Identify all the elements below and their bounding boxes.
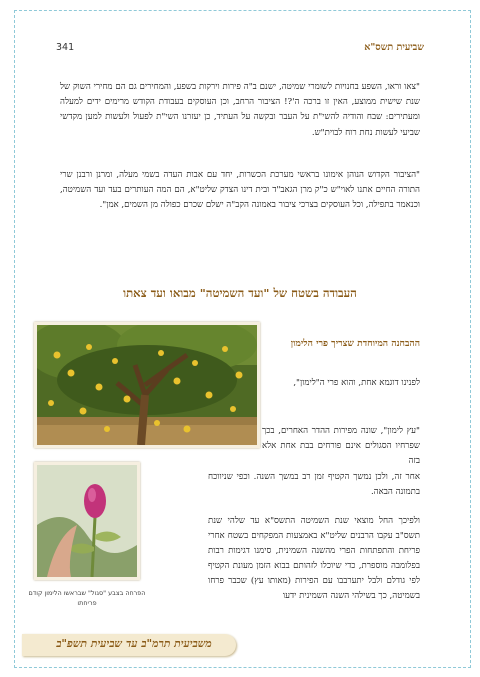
column-paragraph-4: ולפיכך החל מוצאי שנת השמיטה התשס"א עד שלהי שנת תשס"ב עקבו הרבנים שליט"א באמצעות המפקחים בשטח אחרי פריחת והתפתחות הפרי מהשנה השמינית, סימנו דגימות רבות בפלומבה מוספרת, כדי שיוכלו לזהותם בבוא הזמן מעונת הקטיף לפי גודלם ולבל יתערבבו עם הפירות (מאותו עץ) שכבר פרחו בשמיטה, כך בשילהי השנה השמינית ידעו	[208, 516, 420, 601]
paragraph-1: "צאו וראו, השפע בחנויות לשומרי שמיטה, ישנם ב"ה פירות וירקות בשפע, והמחירים גם הם מחירי השוק של שנת שישית ממוצע, האין זו ברכה ה'?! הציבור הרחב, וכן העוסקים בעבודת הקודש מרימים ידים למעלה ומעתירים: שבח והודיה להשי"ת על העבר ובקשה על העתיד, כן יעזרנו השי"ת לפעול ולעשות למען מקדשי שביעי לעשות נחת רוח לבוית"ש.	[60, 82, 420, 138]
column-paragraph-1: לפנינו דוגמא אחת, והוא פרי ה"לימון",	[293, 378, 420, 388]
paragraph-2: "הציבור הקדוש הנוהן אימונו בראשי מערכת הכשרות, יחד עם אבות העדה בשמי מעלה, ומרנן ורבנן שרי התורה החיים אתנו לאוי"ש כ"ק מרן הגאב"ד ובית דינו הצדק שליט"א, הם המה העותרים בעד ועד השמיטה, וכנאמר בתפילה, וכל העוסקים בצרכי ציבור באמונה הקב"ה ישלם שכרם כפולה מן השמים, אמן".	[60, 170, 420, 211]
column-paragraph-3: אחר זה, ולכן נמשך הקטיף זמן רב במשך השנה. וכפי שניווכח בתמונה הבאה.	[208, 472, 420, 497]
lemon-tree-photo	[34, 322, 260, 448]
footer-banner-text: משביעית תרמ"ב עד שביעית תשפ"ב	[56, 637, 212, 650]
purple-blossom-photo	[34, 462, 140, 580]
column-paragraph-2: "עץ לימון", שונה מפירות ההדר האחרים, בכך שפרחיו הסגולים אינם פורחים בבת אחת אלא בזה	[262, 426, 420, 466]
sub-heading: ההבחנה המיוחדת שצריך פרי הלימון	[290, 338, 420, 349]
page-header	[56, 42, 424, 56]
lemon-tree-illustration	[37, 325, 257, 445]
blossom-illustration	[37, 465, 137, 577]
photo-caption: הפרחה בצבע "סגול" שבראשו הלימון קודם פריחתו	[28, 589, 146, 607]
page-number: 341	[56, 42, 75, 53]
section-heading: העבודה בשטח של "ועד השמיטה" מבואו ועד צאתו	[123, 286, 357, 300]
running-title: שביעית תשס"א	[364, 42, 424, 53]
